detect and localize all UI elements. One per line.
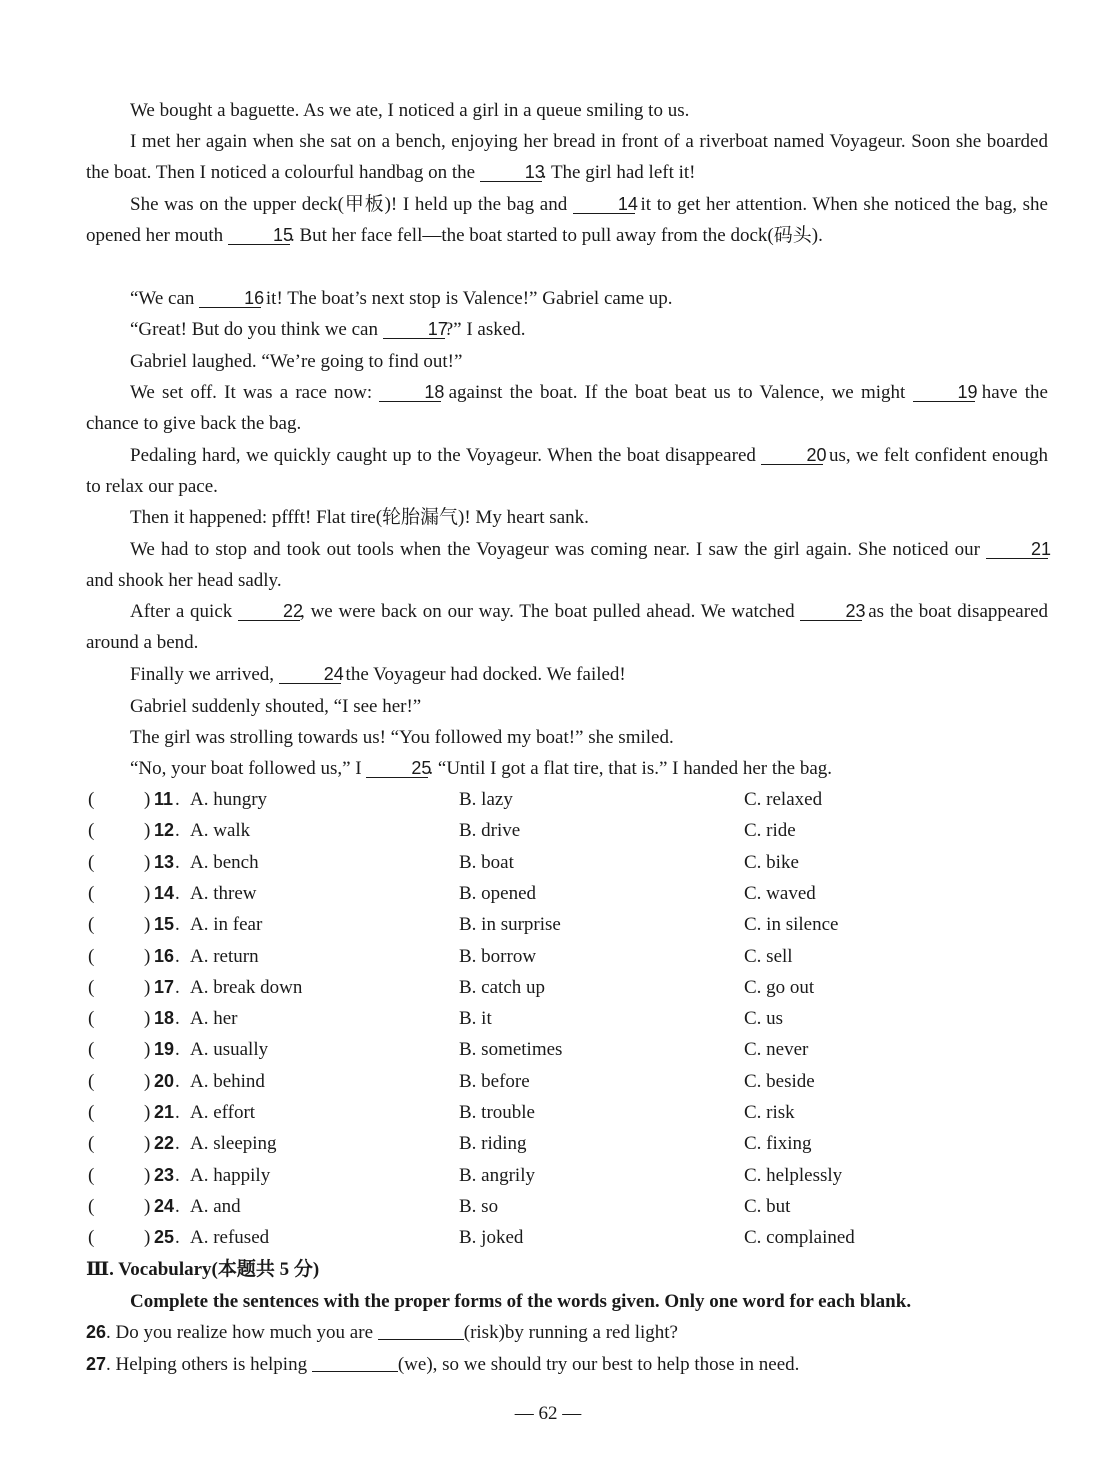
paragraph-text: . The girl had left it! — [541, 162, 696, 184]
paragraph-text: . “Until I got a flat tire, that is.” I handed her the bag. — [428, 758, 833, 779]
question-row — [86, 1066, 1048, 1097]
passage-paragraph — [86, 534, 1052, 597]
question-row — [86, 815, 1048, 846]
answer-paren-close: ) — [144, 1039, 151, 1061]
option-c[interactable]: C. sell — [744, 945, 793, 967]
option-b[interactable]: B. catch up — [459, 976, 546, 998]
answer-paren-close: ) — [144, 820, 151, 842]
option-b[interactable]: B. joked — [459, 1227, 524, 1249]
question-number-dot: . — [175, 1195, 180, 1217]
option-a[interactable]: A. hungry — [190, 789, 268, 810]
option-b[interactable]: B. sometimes — [459, 1039, 563, 1061]
option-b[interactable]: B. it — [459, 1008, 492, 1030]
option-c[interactable]: C. waved — [744, 882, 816, 904]
numbered-blank: 18 — [379, 383, 441, 402]
paragraph-text: We set off. It was a race now: — [130, 382, 380, 403]
paragraph-text: “No, your boat followed us,” I — [130, 758, 367, 779]
answer-paren-open[interactable]: ( — [88, 1133, 95, 1155]
option-a[interactable]: A. usually — [190, 1039, 269, 1061]
passage-paragraph — [86, 753, 1048, 784]
answer-paren-open[interactable]: ( — [88, 789, 95, 810]
question-number-dot: . — [175, 882, 180, 904]
passage-paragraph — [86, 126, 1048, 189]
question-number-dot: . — [175, 945, 180, 967]
question-row — [86, 1191, 1048, 1222]
question-number-dot: . — [175, 1164, 180, 1186]
paragraph-text: the Voyageur had docked. We failed! — [340, 664, 626, 685]
answer-paren-open[interactable]: ( — [88, 1102, 95, 1123]
option-b[interactable]: B. lazy — [459, 789, 513, 810]
option-a[interactable]: A. refused — [190, 1227, 270, 1249]
question-number-dot: . — [175, 1008, 180, 1030]
passage-paragraph — [86, 283, 1048, 314]
answer-paren-close: ) — [144, 1070, 151, 1092]
question-row — [86, 1222, 1048, 1253]
question-number: 23 — [154, 1164, 175, 1185]
answer-paren-close: ) — [144, 1102, 151, 1123]
question-row — [86, 1034, 1048, 1065]
question-row — [86, 1128, 1048, 1159]
passage-paragraph — [86, 691, 1048, 722]
passage-paragraph — [86, 95, 1048, 126]
passage-paragraph — [86, 502, 1048, 533]
option-b[interactable]: B. boat — [459, 851, 514, 873]
page-number: — 62 — — [514, 1403, 582, 1424]
question-number-dot: . — [175, 1227, 180, 1249]
paragraph-text: Gabriel laughed. “We’re going to find out!” — [130, 351, 463, 372]
option-a[interactable]: A. her — [190, 1008, 238, 1030]
answer-paren-close: ) — [144, 789, 151, 810]
option-c[interactable]: C. never — [744, 1039, 809, 1061]
numbered-blank: 16 — [199, 289, 261, 308]
option-b[interactable]: B. riding — [459, 1133, 527, 1155]
answer-paren-close: ) — [144, 1164, 151, 1186]
answer-paren-open[interactable]: ( — [88, 914, 95, 936]
question-number: 25 — [154, 1227, 175, 1248]
option-c[interactable]: C. risk — [744, 1102, 795, 1123]
option-a[interactable]: A. return — [190, 945, 259, 967]
paragraph-text: Finally we arrived, — [130, 664, 279, 685]
question-number: 24 — [154, 1195, 175, 1216]
paragraph-text: and shook her head sadly. — [86, 570, 282, 592]
option-c[interactable]: C. but — [744, 1195, 791, 1217]
paragraph-text: us, we felt confident enough to relax our pace. — [86, 445, 1048, 498]
option-c[interactable]: C. helplessly — [744, 1164, 843, 1186]
answer-paren-close: ) — [144, 914, 151, 936]
question-number: 15 — [154, 914, 175, 935]
numbered-blank: 25 — [366, 759, 428, 778]
option-b[interactable]: B. in surprise — [459, 914, 561, 936]
answer-paren-open[interactable]: ( — [88, 976, 95, 998]
option-c[interactable]: C. bike — [744, 851, 799, 873]
option-a[interactable]: A. and — [190, 1195, 241, 1217]
passage-paragraph — [86, 659, 1048, 690]
paragraph-text: The girl was strolling towards us! “You followed my boat!” she smiled. — [130, 727, 674, 748]
question-number: 22 — [154, 1133, 175, 1154]
paragraph-text: ?” I asked. — [444, 319, 526, 340]
question-row — [86, 909, 1048, 940]
paragraph-text: I met her again when she sat on a bench, enjoying her bread in front of a riverboat named Voyageur. Soon she boarded the boat. Then I noticed a colourful handbag on the — [86, 131, 1048, 184]
option-c[interactable]: C. complained — [744, 1227, 855, 1249]
answer-blank[interactable] — [312, 1351, 398, 1372]
answer-paren-close: ) — [144, 882, 151, 904]
answer-paren-open[interactable]: ( — [88, 1008, 95, 1030]
question-row — [86, 941, 1048, 972]
numbered-blank: 17 — [383, 320, 445, 339]
option-a[interactable]: A. effort — [190, 1102, 256, 1123]
question-number: 18 — [154, 1008, 175, 1029]
option-c[interactable]: C. relaxed — [744, 789, 823, 810]
question-number-dot: . — [175, 820, 180, 842]
question-number: 16 — [154, 945, 175, 966]
question-row — [86, 1097, 1048, 1128]
answer-paren-open[interactable]: ( — [88, 820, 95, 842]
option-a[interactable]: A. sleeping — [190, 1133, 277, 1155]
sentence-text-after: (we), so we should try our best to help those in need. — [397, 1354, 800, 1375]
answer-blank[interactable] — [378, 1319, 464, 1340]
paragraph-text: it! The boat’s next stop is Valence!” Gabriel came up. — [261, 288, 673, 309]
paragraph-text: . But her face fell—the boat started to pull away from the dock(码头). — [289, 225, 823, 247]
question-row — [86, 878, 1048, 909]
option-c[interactable]: C. fixing — [744, 1133, 812, 1155]
option-a[interactable]: A. behind — [190, 1070, 265, 1092]
paragraph-text: Gabriel suddenly shouted, “I see her!” — [130, 696, 422, 717]
answer-paren-open[interactable]: ( — [88, 945, 95, 967]
answer-paren-open[interactable]: ( — [88, 851, 95, 873]
sentence-text-after: (risk)by running a red light? — [463, 1322, 678, 1343]
question-number: 14 — [154, 882, 175, 903]
paragraph-text: Then it happened: pffft! Flat tire(轮胎漏气)! My heart sank. — [130, 507, 589, 528]
question-number: 17 — [154, 976, 175, 997]
option-c[interactable]: C. go out — [744, 976, 815, 998]
answer-paren-open[interactable]: ( — [88, 1227, 95, 1249]
question-number: 13 — [154, 851, 175, 872]
option-a[interactable]: A. in fear — [190, 914, 263, 936]
option-b[interactable]: B. before — [459, 1070, 530, 1092]
paragraph-text: against the boat. If the boat beat us to Valence, we might — [441, 382, 913, 403]
question-number: 21 — [154, 1102, 175, 1122]
answer-paren-close: ) — [144, 851, 151, 873]
option-a[interactable]: A. break down — [190, 976, 303, 998]
paragraph-text: “We can — [130, 288, 200, 309]
option-b[interactable]: B. drive — [459, 820, 521, 842]
answer-paren-open[interactable]: ( — [88, 1070, 95, 1092]
paragraph-text: She was on the upper deck(甲板)! I held up the bag and — [130, 194, 573, 215]
question-row — [86, 847, 1048, 878]
passage-paragraph — [86, 596, 1048, 659]
sentence-text-before: . Do you realize how much you are — [106, 1322, 378, 1343]
paragraph-text: as the boat disappeared around a bend. — [86, 601, 1049, 654]
option-a[interactable]: A. walk — [190, 820, 251, 842]
question-row — [86, 972, 1048, 1003]
answer-paren-close: ) — [144, 1008, 151, 1030]
question-row — [86, 784, 1048, 815]
sentence-text-before: . Helping others is helping — [106, 1354, 312, 1375]
option-c[interactable]: C. us — [744, 1008, 784, 1030]
option-a[interactable]: A. happily — [190, 1164, 271, 1186]
paragraph-text: “Great! But do you think we can — [130, 319, 383, 340]
question-row — [86, 1160, 1048, 1191]
question-number-dot: . — [175, 851, 180, 873]
vocabulary-sentence — [86, 1349, 799, 1380]
numbered-blank: 24 — [279, 665, 341, 684]
section-title: Ⅲ. Vocabulary(本题共 5 分) — [86, 1259, 320, 1280]
answer-paren-open[interactable]: ( — [88, 1039, 95, 1061]
question-number: 19 — [154, 1039, 175, 1060]
paragraph-text: We had to stop and took out tools when the Voyageur was coming near. I saw the girl again. She noticed our — [130, 539, 986, 560]
answer-paren-close: ) — [144, 1227, 151, 1249]
sentence-number: 27 — [86, 1354, 107, 1374]
answer-paren-open[interactable]: ( — [88, 1195, 95, 1217]
option-c[interactable]: C. beside — [744, 1070, 815, 1092]
answer-paren-close: ) — [144, 1195, 151, 1217]
passage-paragraph — [86, 314, 1048, 345]
passage-paragraph — [86, 722, 1048, 753]
question-number: 12 — [154, 820, 175, 841]
option-b[interactable]: B. angrily — [459, 1164, 535, 1186]
answer-paren-open[interactable]: ( — [88, 882, 95, 904]
answer-paren-close: ) — [144, 945, 151, 967]
option-a[interactable]: A. threw — [190, 882, 257, 904]
passage-paragraph — [86, 346, 1048, 377]
question-number-dot: . — [175, 914, 180, 936]
passage-paragraph — [86, 189, 1048, 252]
section-instruction: Complete the sentences with the proper forms of the words given. Only one word for each blank. — [130, 1291, 912, 1312]
option-b[interactable]: B. borrow — [459, 945, 537, 967]
numbered-blank: 20 — [761, 446, 823, 465]
question-number-dot: . — [175, 1070, 180, 1092]
question-number-dot: . — [175, 976, 180, 998]
vocabulary-sentence — [86, 1317, 678, 1348]
question-number-dot: . — [175, 1039, 180, 1061]
option-c[interactable]: C. in silence — [744, 914, 839, 936]
paragraph-text: Pedaling hard, we quickly caught up to the Voyageur. When the boat disappeared — [130, 445, 762, 466]
sentence-number: 26 — [86, 1322, 107, 1342]
answer-paren-open[interactable]: ( — [88, 1164, 95, 1186]
paragraph-text: , we were back on our way. The boat pulled ahead. We watched — [300, 601, 801, 622]
question-number-dot: . — [175, 1133, 180, 1155]
numbered-blank: 23 — [800, 602, 862, 621]
option-a[interactable]: A. bench — [190, 851, 259, 873]
option-c[interactable]: C. ride — [744, 820, 796, 842]
numbered-blank: 22 — [238, 602, 300, 621]
answer-paren-close: ) — [144, 1133, 151, 1155]
question-number-dot: . — [175, 789, 180, 810]
option-b[interactable]: B. opened — [459, 882, 537, 904]
numbered-blank: 19 — [913, 383, 975, 402]
passage-paragraph — [86, 377, 1048, 440]
paragraph-text: After a quick — [130, 601, 239, 622]
numbered-blank: 14 — [573, 195, 635, 214]
question-number: 20 — [154, 1070, 175, 1091]
numbered-blank: 13 — [480, 163, 542, 182]
paragraph-text: We bought a baguette. As we ate, I noticed a girl in a queue smiling to us. — [130, 100, 690, 121]
question-number-dot: . — [175, 1102, 180, 1123]
question-row — [86, 1003, 1048, 1034]
answer-paren-close: ) — [144, 976, 151, 998]
option-b[interactable]: B. trouble — [459, 1102, 535, 1123]
numbered-blank: 21 — [986, 540, 1048, 559]
question-number: 11 — [154, 789, 174, 809]
paragraph-text: it to get her attention. When she noticed the bag, she opened her mouth — [86, 194, 1048, 247]
option-b[interactable]: B. so — [459, 1195, 499, 1217]
passage-paragraph — [86, 440, 1048, 503]
numbered-blank: 15 — [228, 226, 290, 245]
paragraph-text: have the chance to give back the bag. — [86, 382, 1048, 435]
